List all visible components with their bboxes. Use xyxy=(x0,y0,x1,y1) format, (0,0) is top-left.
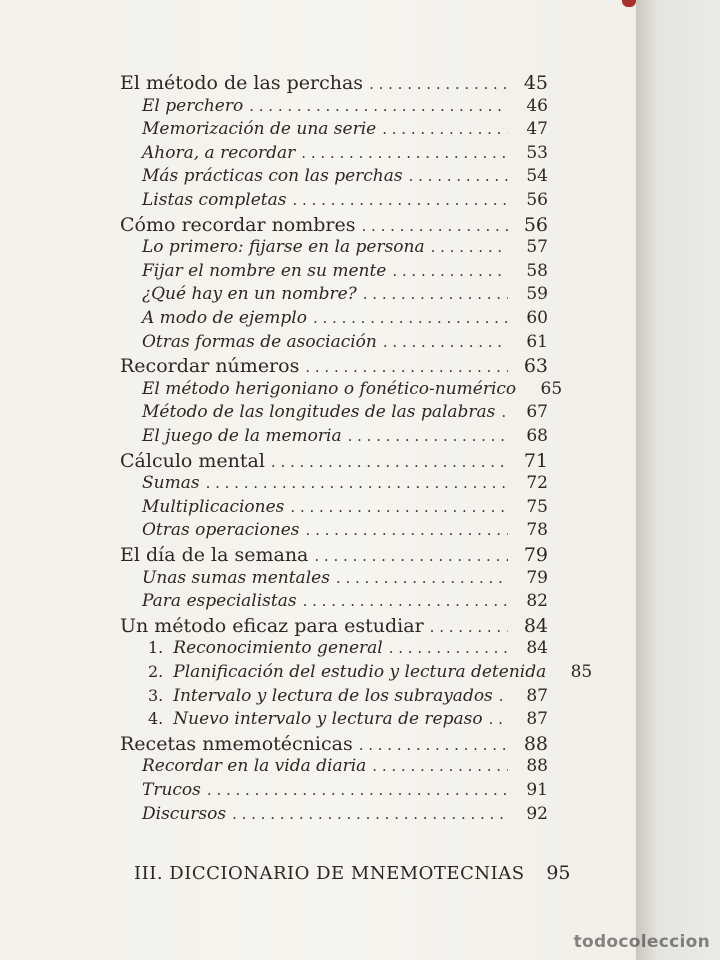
entry-number: 1. xyxy=(148,638,164,658)
toc-entry xyxy=(142,332,548,352)
leader-dots xyxy=(409,167,508,185)
toc-section xyxy=(120,615,548,637)
entry-title: Otras formas de asociación xyxy=(142,331,377,352)
toc-entry xyxy=(142,568,548,588)
toc-entry xyxy=(142,426,548,446)
entry-title: Nuevo intervalo y lectura de repaso xyxy=(173,709,483,730)
page-number: 54 xyxy=(526,166,548,187)
leader-dots xyxy=(303,592,508,610)
entry-title: A modo de ejemplo xyxy=(142,308,307,328)
toc-entry xyxy=(142,190,548,210)
leader-dots xyxy=(348,427,508,445)
leader-dots xyxy=(232,805,508,823)
entry-title: Un método eficaz para estudiar xyxy=(120,614,424,637)
entry-title: Para especialistas xyxy=(142,591,297,612)
chapter-page-number: 95 xyxy=(546,862,571,884)
page-number: 72 xyxy=(526,473,548,494)
leader-dots xyxy=(431,238,508,256)
entry-title: ¿Qué hay en un nombre? xyxy=(142,284,357,305)
page-number: 88 xyxy=(523,732,548,755)
page-number: 46 xyxy=(526,95,548,116)
entry-number: 3. xyxy=(148,685,164,705)
page-number: 45 xyxy=(523,72,548,94)
page-number: 63 xyxy=(523,355,548,378)
page-number: 88 xyxy=(526,756,548,777)
toc-section xyxy=(120,733,548,755)
toc-entry xyxy=(142,119,548,139)
leader-dots xyxy=(336,569,508,587)
page-number: 84 xyxy=(523,614,548,637)
leader-dots xyxy=(206,474,508,492)
leader-dots xyxy=(359,736,508,754)
entry-title: Otras operaciones xyxy=(142,520,300,541)
leader-dots xyxy=(382,120,508,138)
entry-number: 4. xyxy=(148,709,164,729)
leader-dots xyxy=(313,309,508,327)
page-number: 92 xyxy=(526,803,548,824)
leader-dots xyxy=(499,687,508,705)
page-number: 59 xyxy=(526,284,548,305)
entry-title: Recordar números xyxy=(120,355,300,378)
leader-dots xyxy=(305,358,508,376)
page-number: 75 xyxy=(526,496,548,517)
leader-dots xyxy=(301,144,508,162)
page-number: 78 xyxy=(526,520,548,541)
leader-dots xyxy=(362,217,508,235)
page-number: 60 xyxy=(526,308,548,328)
toc-entry xyxy=(142,497,548,517)
toc-chapter xyxy=(134,862,571,884)
page-number: 56 xyxy=(523,213,548,236)
leader-dots xyxy=(369,75,508,93)
entry-title: Cómo recordar nombres xyxy=(120,213,356,236)
entry-title: Unas sumas mentales xyxy=(142,567,330,588)
leader-dots xyxy=(306,521,508,539)
entry-title: Fijar el nombre en su mente xyxy=(142,260,387,281)
leader-dots xyxy=(372,757,508,775)
page-number: 53 xyxy=(526,142,548,163)
leader-dots xyxy=(392,262,508,280)
toc-entry xyxy=(142,804,548,824)
toc-entry xyxy=(142,473,548,493)
entry-title: Memorización de una serie xyxy=(142,119,377,140)
leader-dots xyxy=(314,547,508,565)
leader-dots xyxy=(489,710,508,728)
entry-title: Reconocimiento general xyxy=(173,638,383,659)
toc-entry xyxy=(142,780,548,800)
page-number: 61 xyxy=(526,331,548,352)
page-number: 84 xyxy=(526,638,548,659)
page-number: 87 xyxy=(526,709,548,730)
entry-title: Trucos xyxy=(142,780,201,800)
page-number: 57 xyxy=(526,237,548,258)
leader-dots xyxy=(293,191,509,209)
chapter-title: III. DICCIONARIO DE MNEMOTECNIAS xyxy=(134,863,525,884)
page-number: 58 xyxy=(526,260,548,281)
toc-entry xyxy=(142,96,548,116)
leader-dots xyxy=(249,97,508,115)
entry-title: Intervalo y lectura de los subrayados xyxy=(173,685,493,706)
toc-entry xyxy=(142,378,563,399)
entry-title: El método herigoniano o fonético-numérico xyxy=(142,378,517,399)
entry-title: Listas completas xyxy=(142,190,287,210)
leader-dots xyxy=(271,453,508,471)
toc-section xyxy=(120,214,548,236)
entry-title: El perchero xyxy=(142,95,244,116)
leader-dots xyxy=(207,781,508,799)
toc-entry xyxy=(142,284,548,304)
entry-title: El juego de la memoria xyxy=(142,426,342,446)
toc-entry xyxy=(142,308,548,328)
leader-dots xyxy=(383,333,508,351)
entry-title: Cálculo mental xyxy=(120,449,265,472)
toc-entry xyxy=(148,638,548,658)
entry-title: Multiplicaciones xyxy=(142,496,285,517)
toc-entry xyxy=(142,520,548,540)
leader-dots xyxy=(363,285,508,303)
entry-title: El método de las perchas xyxy=(120,72,364,94)
page-number: 79 xyxy=(523,544,548,566)
entry-title: Más prácticas con las perchas xyxy=(142,166,403,187)
leader-dots xyxy=(290,498,508,516)
entry-title: Método de las longitudes de las palabras xyxy=(142,402,496,423)
page-number: 87 xyxy=(526,685,548,706)
toc-entry xyxy=(148,709,548,729)
toc-entry xyxy=(142,756,548,776)
leader-dots xyxy=(430,618,508,636)
page-number: 71 xyxy=(523,449,548,472)
entry-title: El día de la semana xyxy=(120,544,309,566)
toc-section xyxy=(120,544,548,566)
page-number: 67 xyxy=(526,402,548,423)
page-number: 56 xyxy=(526,190,548,210)
entry-number: 2. xyxy=(148,662,164,681)
page-number: 91 xyxy=(526,780,548,800)
toc-section xyxy=(120,450,548,472)
page-number: 85 xyxy=(570,662,593,682)
page-number: 65 xyxy=(540,378,563,399)
toc-entry xyxy=(142,261,548,281)
toc-entry xyxy=(142,402,548,422)
leader-dots xyxy=(501,403,508,421)
toc-section xyxy=(120,72,548,94)
watermark: todocoleccion xyxy=(573,932,710,952)
entry-title: Planificación del estudio y lectura detenida xyxy=(173,662,547,682)
toc-entry xyxy=(148,662,593,682)
toc-section xyxy=(120,355,548,377)
page-number: 82 xyxy=(526,591,548,612)
facing-page-edge xyxy=(636,0,720,960)
entry-title: Recordar en la vida diaria xyxy=(142,756,367,777)
leader-dots xyxy=(389,639,508,657)
page-number: 47 xyxy=(526,119,548,140)
entry-title: Ahora, a recordar xyxy=(142,142,296,163)
toc-entry xyxy=(142,166,548,186)
toc-entry xyxy=(148,686,548,706)
entry-title: Sumas xyxy=(142,473,200,494)
entry-title: Recetas nmemotécnicas xyxy=(120,732,353,755)
page-number: 68 xyxy=(526,426,548,446)
toc-entry xyxy=(142,237,548,257)
page-number: 79 xyxy=(526,567,548,588)
entry-title: Discursos xyxy=(142,803,227,824)
toc-entry xyxy=(142,591,548,611)
toc-entry xyxy=(142,143,548,163)
entry-title: Lo primero: fijarse en la persona xyxy=(142,237,425,258)
